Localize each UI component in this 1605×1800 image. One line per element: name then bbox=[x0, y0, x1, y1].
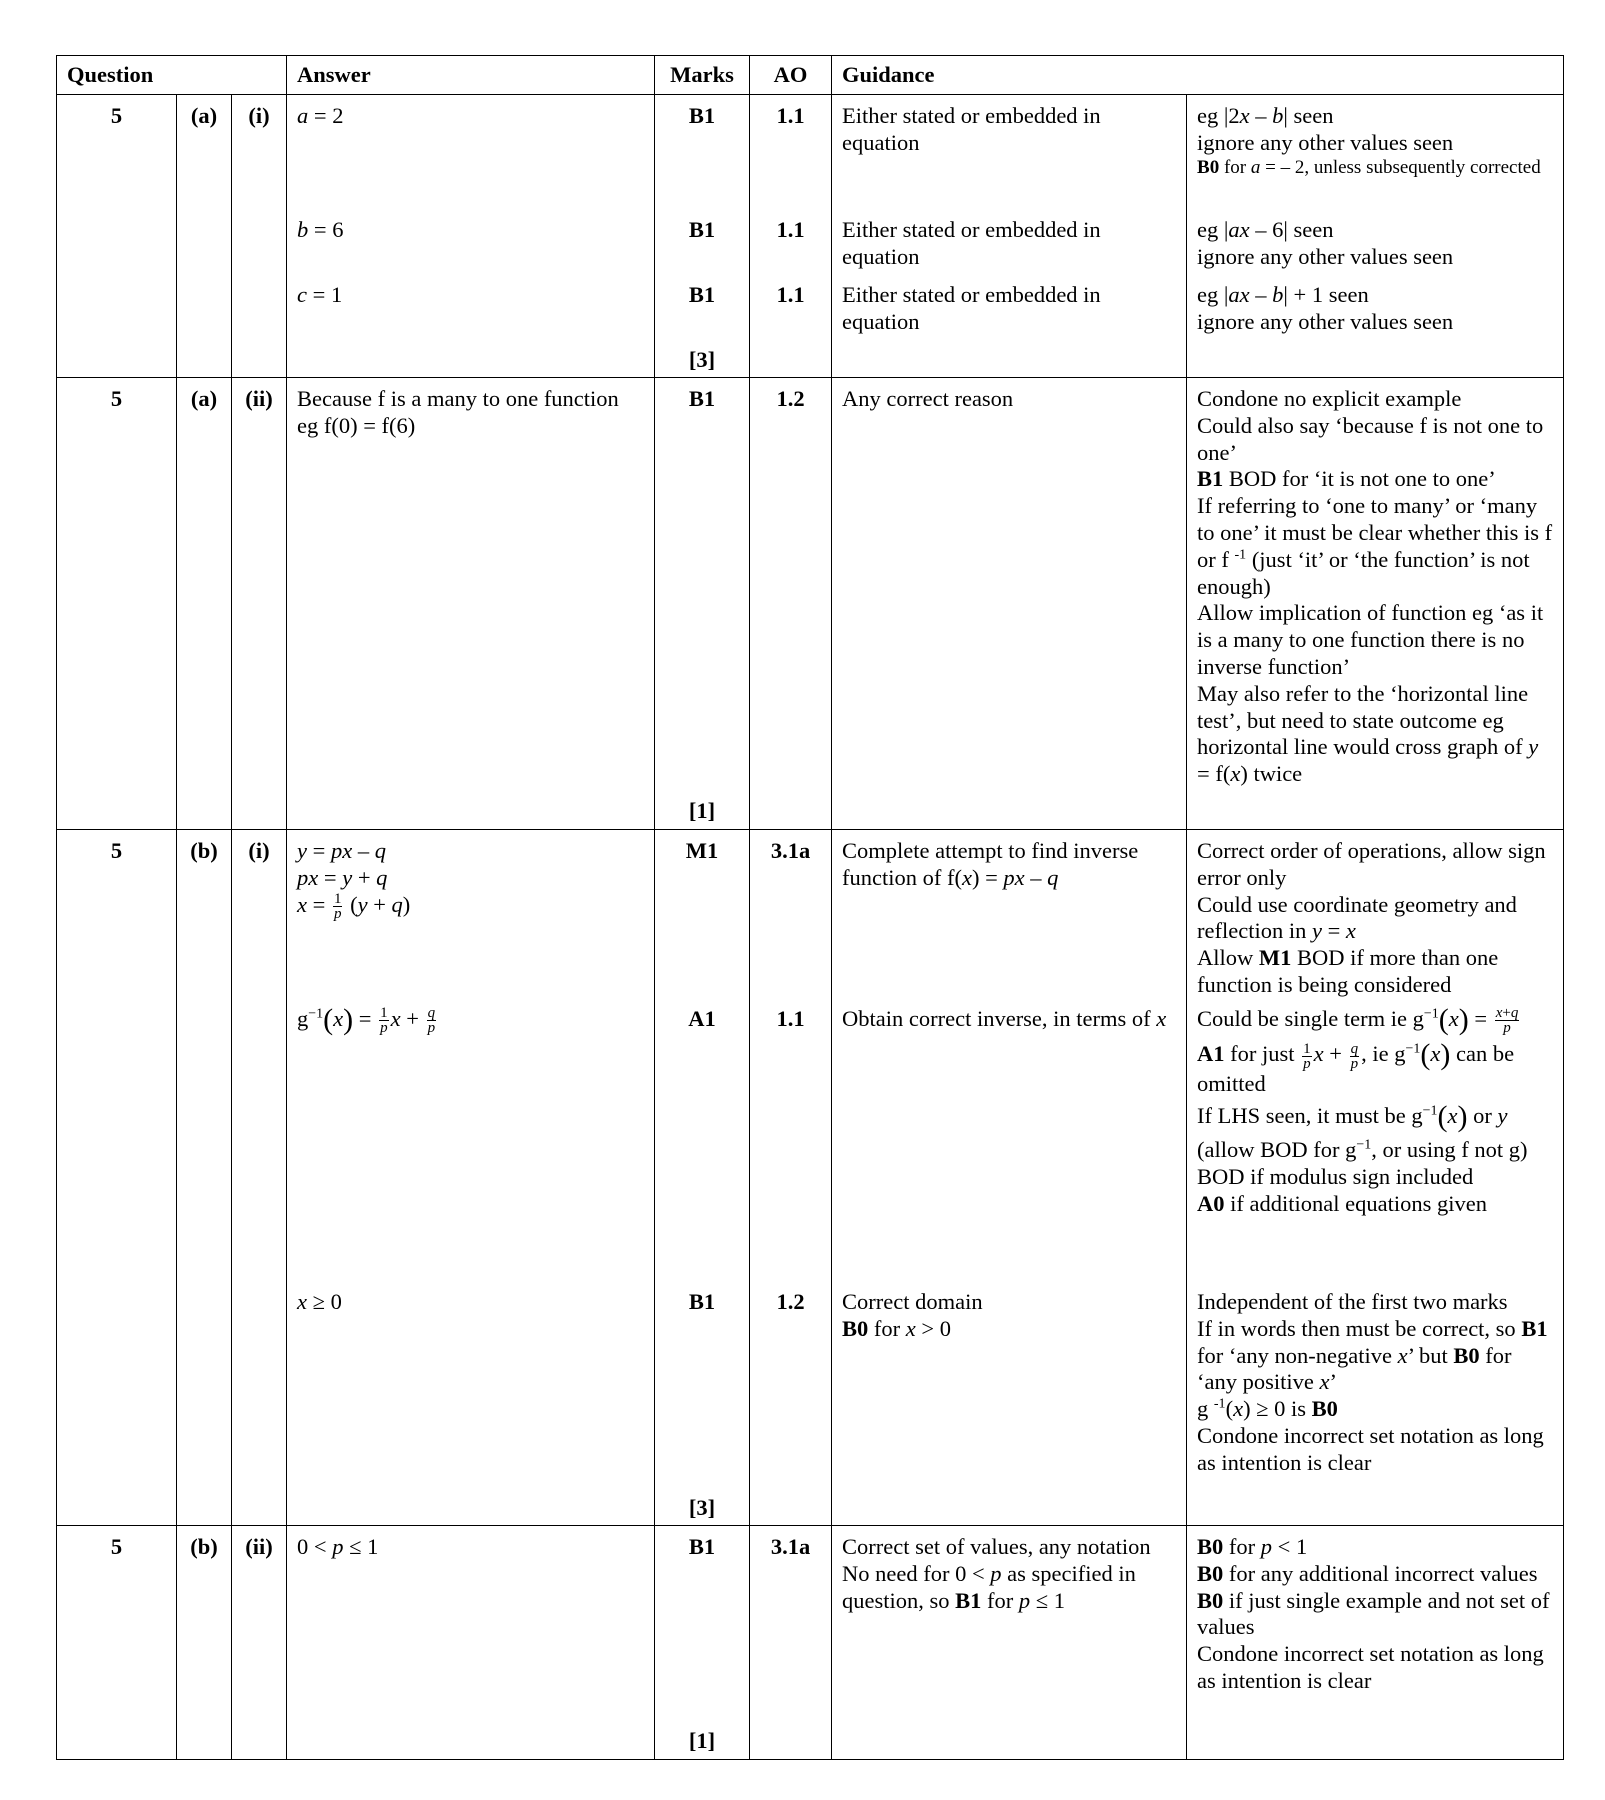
table-row bbox=[57, 1526, 1564, 1760]
mark-scheme-table bbox=[56, 55, 1564, 1760]
header-guidance: Guidance bbox=[832, 56, 1564, 95]
table-row bbox=[57, 378, 1564, 830]
ao-code: 1.1 bbox=[776, 217, 805, 242]
answer-line: c = 1 bbox=[297, 282, 343, 307]
guidance-text: Either stated or embedded in equation bbox=[842, 103, 1101, 155]
guidance-notes: B0 for p < 1 B0 for any additional incorrect values B0 if just single example and not set of values Condone incorrect set notation as long as intention is clear bbox=[1197, 1534, 1550, 1693]
question-part: (b) bbox=[190, 1534, 218, 1559]
mark-code: B1 bbox=[688, 1289, 716, 1314]
answer-line: Because f is a many to one function eg f(0) = f(6) bbox=[297, 386, 619, 438]
ao-code: 1.2 bbox=[776, 1289, 805, 1314]
question-number: 5 bbox=[110, 838, 123, 863]
question-number: 5 bbox=[110, 386, 123, 411]
table-row bbox=[57, 830, 1564, 1526]
ao-code: 1.2 bbox=[776, 386, 805, 411]
header-answer: Answer bbox=[287, 56, 655, 95]
guidance-notes: eg |2x – b| seen ignore any other values seen B0 for a = – 2, unless subsequently corrected bbox=[1197, 103, 1541, 178]
question-number: 5 bbox=[110, 1534, 123, 1559]
ao-code: 1.1 bbox=[776, 103, 805, 128]
question-subpart: (i) bbox=[248, 838, 270, 863]
answer-line: x ≥ 0 bbox=[297, 1289, 342, 1314]
mark-code: M1 bbox=[685, 838, 719, 863]
mark-total: [3] bbox=[688, 347, 716, 372]
guidance-notes: Condone no explicit example Could also say ‘because f is not one to one’ B1 BOD for ‘it is not one to one’ If referring to ‘one to many’ or ‘many to one’ it must be clear whether this is f or f $^{-1}$ (just ‘it’ or ‘the function’ is not enough) Allow implication of function eg ‘as it is a many to one function there is no inverse function’ May also refer to the ‘horizontal line test’, but need to state outcome eg horizontal line would cross graph of y = f(x) twice bbox=[1197, 386, 1553, 787]
mark-code: A1 bbox=[688, 1006, 716, 1031]
question-subpart: (ii) bbox=[245, 1534, 273, 1559]
ao-code: 3.1a bbox=[770, 838, 811, 863]
mark-code: B1 bbox=[688, 386, 716, 411]
header-marks: Marks bbox=[655, 56, 750, 95]
answer-line: b = 6 bbox=[297, 217, 344, 242]
answer-line: a = 2 bbox=[297, 103, 344, 128]
answer-working: y = px – q px = y + q x = $\frac{1}{p}$ (y + q) bbox=[297, 838, 411, 922]
guidance-notes: Correct order of operations, allow sign error only Could use coordinate geometry and reflection in y = x Allow M1 BOD if more than one function is being considered bbox=[1197, 838, 1546, 997]
guidance-text: Complete attempt to find inverse function of f(x) = px – q bbox=[842, 838, 1139, 890]
mark-total: [1] bbox=[688, 798, 716, 823]
ao-code: 1.1 bbox=[776, 282, 805, 307]
guidance-text: Correct domain B0 for x > 0 bbox=[842, 1289, 983, 1341]
header-row bbox=[57, 56, 1564, 95]
guidance-text: Obtain correct inverse, in terms of x bbox=[842, 1006, 1167, 1031]
ao-code: 3.1a bbox=[770, 1534, 811, 1559]
answer-line: $g^{-1}(x)$ = $\frac{1}{p}$ x + $\frac{q}{p}$ bbox=[297, 1003, 436, 1037]
question-part: (a) bbox=[190, 103, 218, 128]
guidance-text: Correct set of values, any notation No need for 0 < p as specified in question, so B1 for p ≤ 1 bbox=[842, 1534, 1151, 1613]
guidance-notes: eg |ax – b| + 1 seen ignore any other values seen bbox=[1197, 282, 1454, 334]
guidance-text: Either stated or embedded in equation bbox=[842, 217, 1101, 269]
guidance-notes: eg |ax – 6| seen ignore any other values seen bbox=[1197, 217, 1454, 269]
guidance-notes: Independent of the first two marks If in words then must be correct, so B1 for ‘any non-negative x’ but B0 for ‘any positive x’ g $^{-1}$(x) ≥ 0 is B0 Condone incorrect set notation as long as intention is clear bbox=[1197, 1289, 1548, 1475]
mark-total: [1] bbox=[688, 1728, 716, 1753]
question-subpart: (i) bbox=[248, 103, 270, 128]
question-number: 5 bbox=[110, 103, 123, 128]
header-ao: AO bbox=[750, 56, 832, 95]
ao-code: 1.1 bbox=[776, 1006, 805, 1031]
mark-total: [3] bbox=[688, 1495, 716, 1520]
header-question: Question bbox=[57, 56, 287, 95]
question-part: (a) bbox=[190, 386, 218, 411]
guidance-notes: Could be single term ie $g^{-1}(x)$ = $\frac{x+q}{p}$ A1 for just $\frac{1}{p}$ x + $\frac{q}{p}$ , ie $g^{-1}(x)$ can be omitted If LHS seen, it must be $g^{-1}(x)$ or y (allow BOD for $g^{-1}$, or using f not g) BOD if modulus sign included A0 if additional equations given bbox=[1197, 1003, 1528, 1216]
mark-code: B1 bbox=[688, 282, 716, 307]
mark-code: B1 bbox=[688, 217, 716, 242]
mark-code: B1 bbox=[688, 103, 716, 128]
guidance-text: Any correct reason bbox=[842, 386, 1014, 411]
question-part: (b) bbox=[190, 838, 218, 863]
guidance-text: Either stated or embedded in equation bbox=[842, 282, 1101, 334]
mark-code: B1 bbox=[688, 1534, 716, 1559]
table-row bbox=[57, 95, 1564, 378]
answer-line: 0 < p ≤ 1 bbox=[297, 1534, 379, 1559]
question-subpart: (ii) bbox=[245, 386, 273, 411]
